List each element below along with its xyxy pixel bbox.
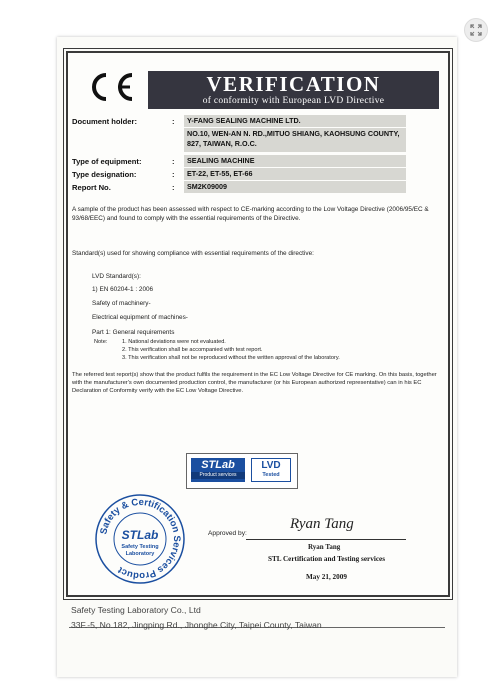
document-title: VERIFICATION [206,72,381,96]
approval-date: May 21, 2009 [306,573,347,581]
type-designation-value: ET-22, ET-55, ET-66 [184,168,406,180]
holder-address-value: NO.10, WEN-AN N. RD.,MITUO SHIANG, KAOHSUNG COUNTY, 827, TAIWAN, R.O.C. [184,128,406,152]
standard-line: Electrical equipment of machines- [92,314,188,321]
document-holder-value: Y-FANG SEALING MACHINE LTD. [184,115,406,127]
certificate-page [57,37,457,677]
report-no-value: SM2K09009 [184,181,406,193]
stlab-lvd-badge [186,453,298,489]
standard-line: Safety of machinery- [92,300,151,307]
footer-address: 33F.-5, No.182, Jingping Rd., Jhonghe City, Taipei County, Taiwan [71,620,322,630]
colon: : [172,170,175,179]
ce-mark-icon [82,67,142,107]
stlab-logo: STLab Product services [191,458,245,482]
lvd-tested-mark: LVD Tested [251,458,291,482]
note-item: 3. This verification shall not be reproduced without the written approval of the laboratory. [122,355,340,361]
note-label: Note: [94,339,108,345]
approved-by-label: Approved by: [208,530,247,537]
approver-organization: STL Certification and Testing services [268,555,385,563]
standard-line: Part 1: General requirements [92,329,175,336]
approver-name: Ryan Tang [308,543,341,551]
stlab-seal-icon [94,493,186,585]
report-no-label: Report No. [72,183,111,192]
note-item: 2. This verification shall be accompanied with test report. [122,347,263,353]
standards-intro: Standard(s) used for showing compliance with essential requirements of the directive: [72,250,314,257]
certificate-frame [66,51,450,597]
document-holder-label: Document holder: [72,117,137,126]
colon: : [172,157,175,166]
closing-statement: The referred test report(s) show that the product fulfils the requirement in the EC Low Voltage Directive for CE marking. On this basis, together with the manufacturer's own documented production control, the manufacturer (or his European authorized representative) can in his EC Declaration of Conformity verify with the EC Low Voltage Directive. [72,372,437,395]
seal-sub: Safety Testing [121,544,159,550]
signature: Ryan Tang [290,516,354,532]
expand-icon [470,24,482,36]
type-of-equipment-value: SEALING MACHINE [184,155,406,167]
seal-sub: Laboratory [125,551,155,557]
standard-line: 1) EN 60204-1 : 2006 [92,286,154,293]
assessment-statement: A sample of the product has been assessed with respect to CE-marking according to the Low Voltage Directive (2006/95/EC & 93/68/EEC) and found to comply with the essential requirements of the Directive. [72,206,429,223]
seal-center: STLab [121,528,159,542]
colon: : [172,117,175,126]
seal-ring-text: Safety & Certification Services Product [98,496,183,582]
header-band [148,71,439,109]
note-item: 1. National deviations were not evaluated. [122,339,226,345]
standard-line: LVD Standard(s): [92,273,141,280]
expand-button[interactable] [464,18,488,42]
type-designation-label: Type designation: [72,170,137,179]
colon: : [172,183,175,192]
footer-company: Safety Testing Laboratory Co., Ltd [71,605,201,615]
signature-line [246,539,406,540]
type-of-equipment-label: Type of equipment: [72,157,142,166]
document-subtitle: of conformity with European LVD Directive [202,96,385,106]
